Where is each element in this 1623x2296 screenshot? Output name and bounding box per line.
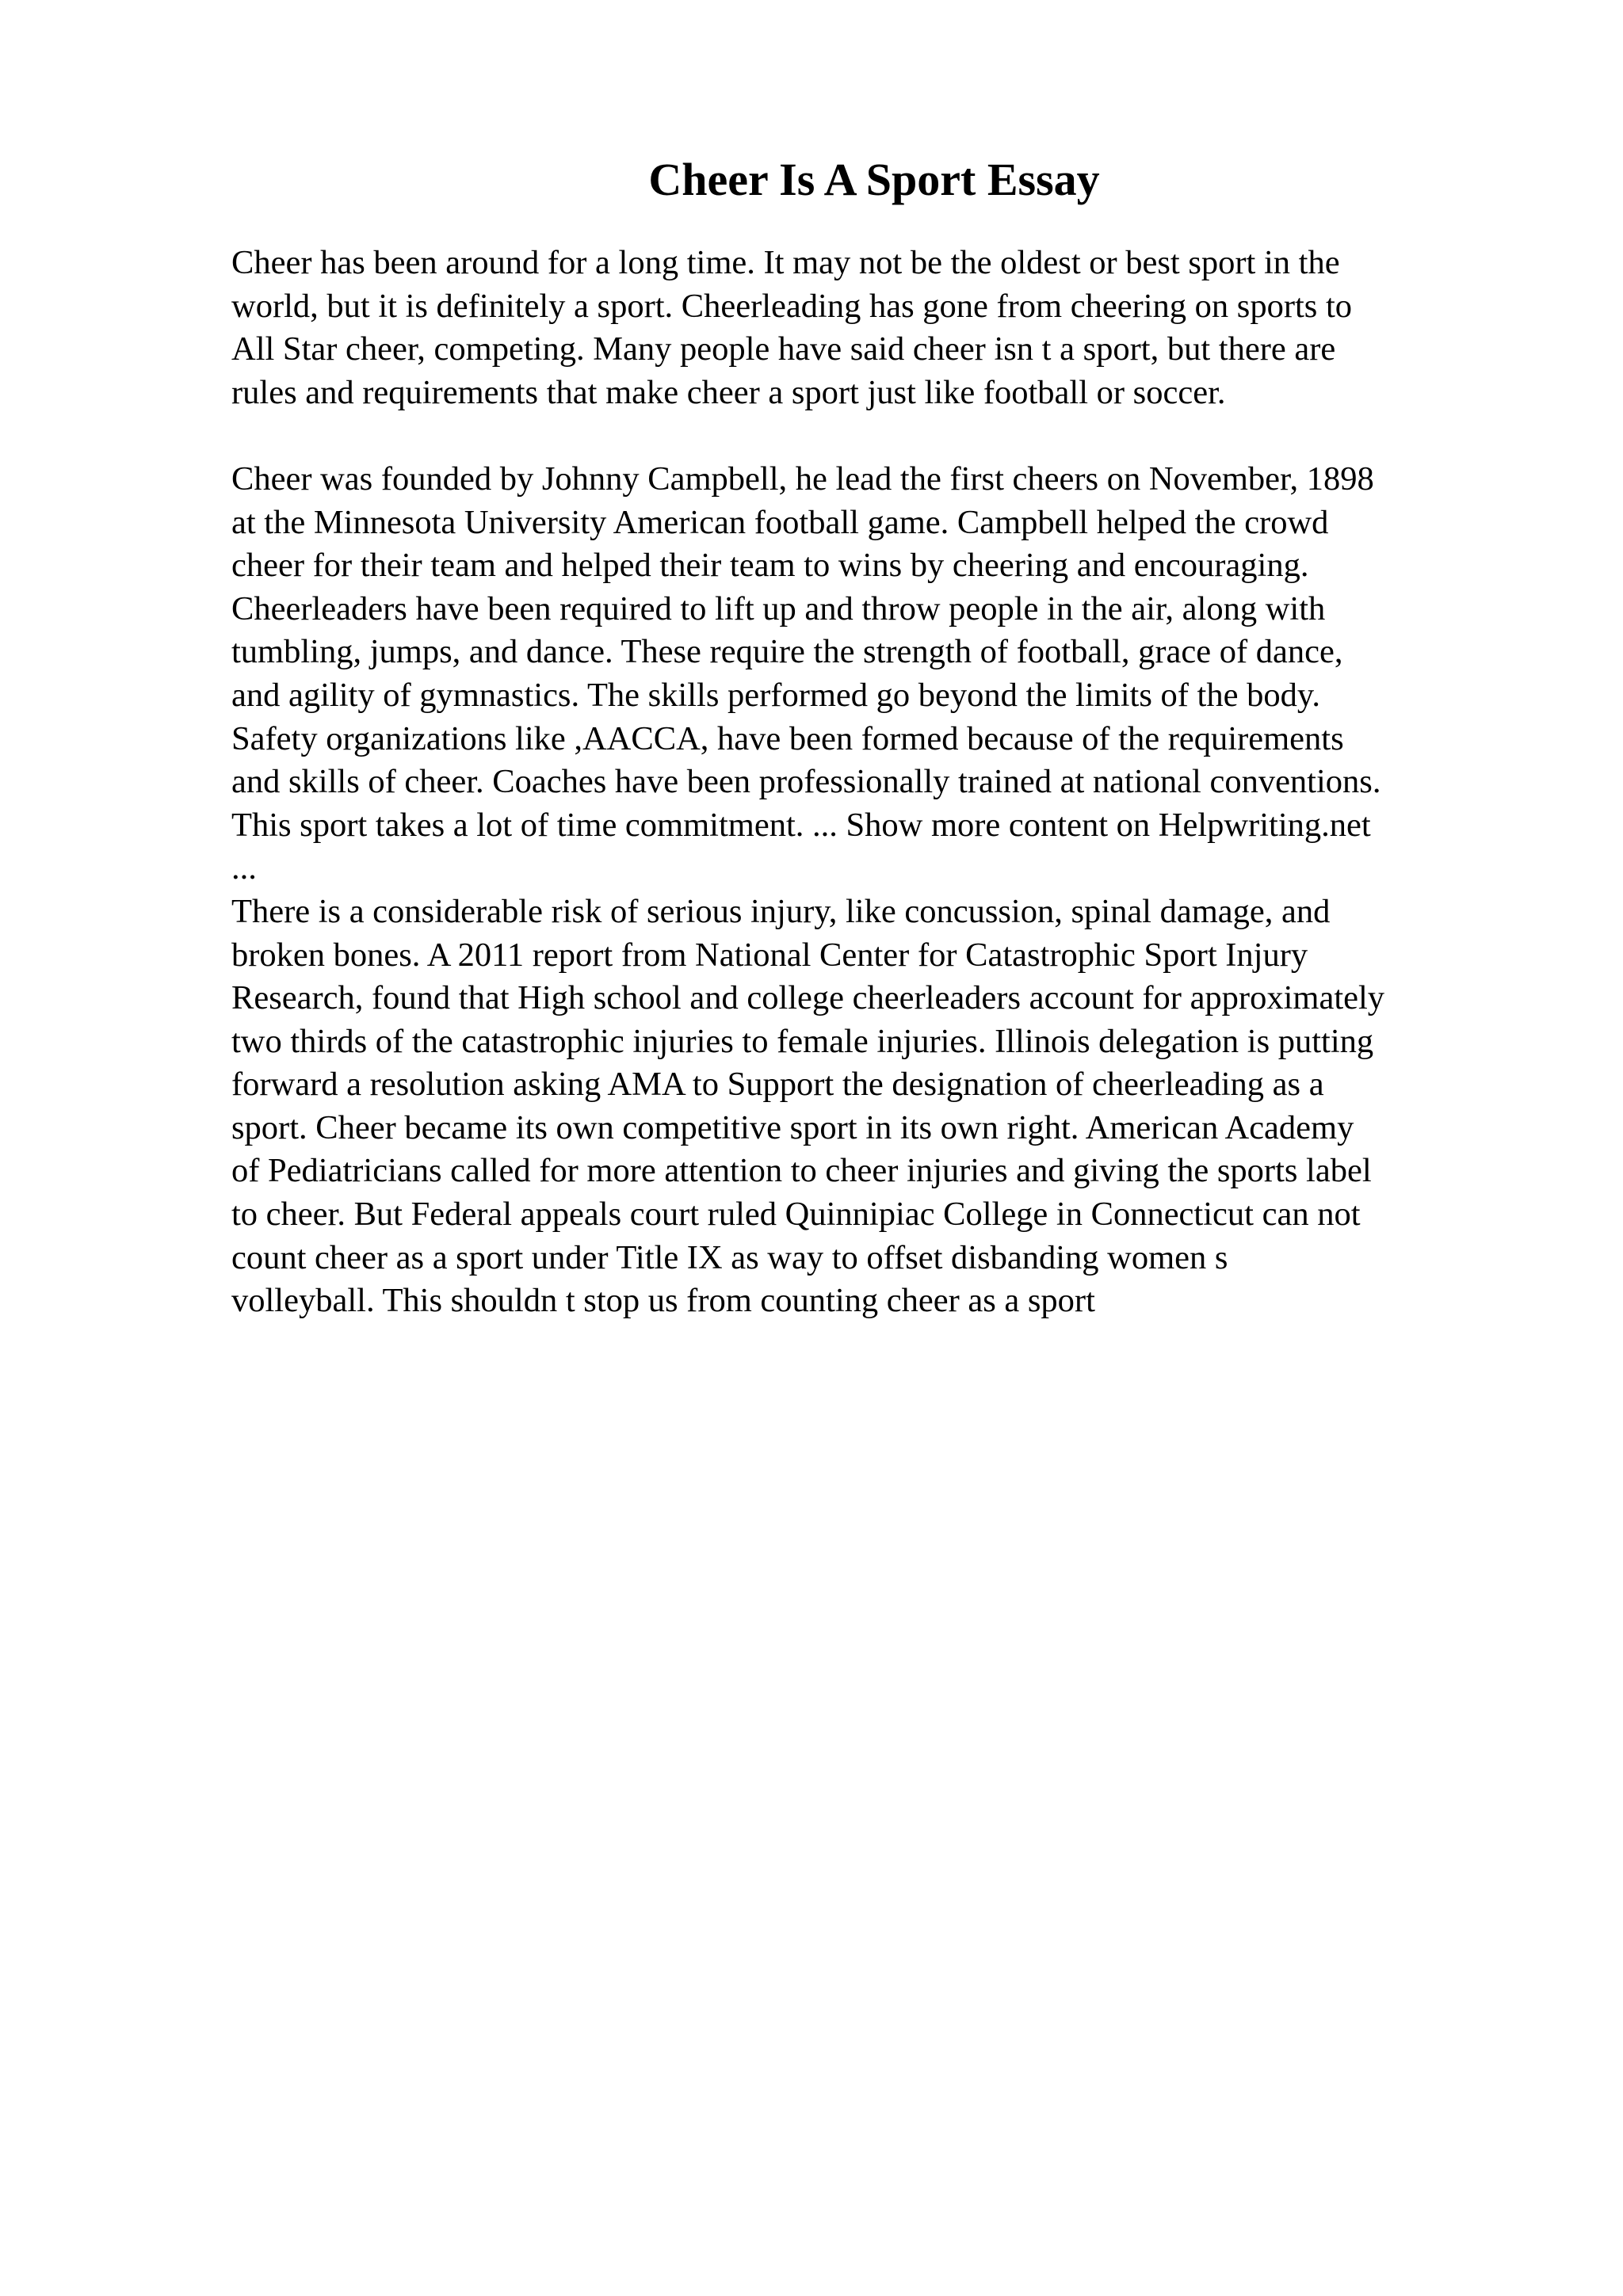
text-line: This sport takes a lot of time commitment. ... Show more content on Helpwriting.net — [231, 806, 1371, 844]
text-line: at the Minnesota University American football game. Campbell helped the crowd — [231, 503, 1329, 541]
text-line: and agility of gymnastics. The skills performed go beyond the limits of the body. — [231, 676, 1320, 714]
document-body — [231, 242, 1531, 1323]
text-line: Cheerleaders have been required to lift up and throw people in the air, along with — [231, 589, 1326, 627]
paragraph-injuries — [231, 891, 1531, 1323]
text-line: ... — [231, 849, 257, 887]
text-line: to cheer. But Federal appeals court ruled Quinnipiac College in Connecticut can not — [231, 1196, 1361, 1234]
text-line: Cheer was founded by Johnny Campbell, he lead the first cheers on November, 1898 — [231, 460, 1374, 498]
text-line: world, but it is definitely a sport. Cheerleading has gone from cheering on sports to — [231, 287, 1352, 325]
text-line: rules and requirements that make cheer a sport just like football or soccer. — [231, 373, 1226, 411]
text-line: Safety organizations like ,AACCA, have been formed because of the requirements — [231, 719, 1344, 757]
text-line: of Pediatricians called for more attention to cheer injuries and giving the sports label — [231, 1152, 1372, 1190]
paragraph-gap — [231, 414, 1531, 458]
text-line: volleyball. This shouldn t stop us from counting cheer as a sport — [231, 1282, 1095, 1320]
text-line: Cheer has been around for a long time. It may not be the oldest or best sport in the — [231, 244, 1340, 281]
text-line: There is a considerable risk of serious injury, like concussion, spinal damage, and — [231, 892, 1331, 930]
text-line: count cheer as a sport under Title IX as way to offset disbanding women s — [231, 1238, 1228, 1276]
text-line: tumbling, jumps, and dance. These require the strength of football, grace of dance, — [231, 633, 1343, 671]
text-line: two thirds of the catastrophic injuries to female injuries. Illinois delegation is putting — [231, 1022, 1374, 1060]
text-line: All Star cheer, competing. Many people have said cheer isn t a sport, but there are — [231, 330, 1336, 368]
text-line: broken bones. A 2011 report from National Center for Catastrophic Sport Injury — [231, 936, 1308, 974]
text-line: cheer for their team and helped their team to wins by cheering and encouraging. — [231, 547, 1309, 585]
text-line: Research, found that High school and college cheerleaders account for approximately — [231, 979, 1385, 1017]
paragraph-intro — [231, 242, 1531, 414]
document-title: Cheer Is A Sport Essay — [648, 154, 1100, 205]
text-line: sport. Cheer became its own competitive sport in its own right. American Academy — [231, 1108, 1354, 1146]
text-line: and skills of cheer. Coaches have been professionally trained at national conventions. — [231, 763, 1381, 801]
text-line: forward a resolution asking AMA to Support the designation of cheerleading as a — [231, 1066, 1324, 1104]
paragraph-history — [231, 458, 1531, 891]
